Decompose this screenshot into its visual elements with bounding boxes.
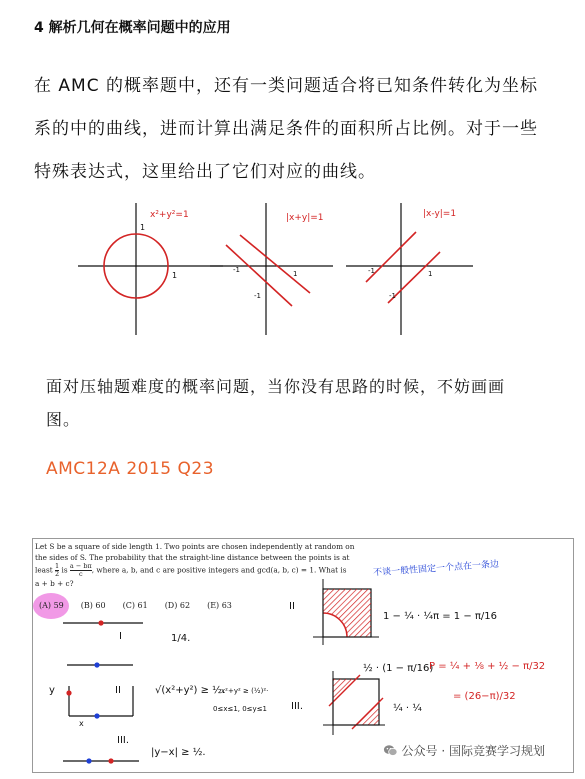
figure-abs-sum-tick-yneg: -1 (254, 292, 261, 300)
figure-abs-diff-tick-x: 1 (428, 270, 433, 278)
hw-side-note-1: x²+y² ≥ (½)²· (221, 687, 269, 695)
handwritten-diagrams (33, 539, 573, 772)
hw-side-note-2: 0≤x≤1, 0≤y≤1 (213, 705, 268, 713)
choice-c: (C) 61 (122, 601, 148, 610)
hw-roman-3: III. (117, 735, 130, 746)
problem-statement: Let S be a square of side length 1. Two points are chosen independently at random on the sides of S. The probability that the straight-line distance between the points is at least $\frac{1}{2}$ is $\frac{a - b\pi}{c}$ , where a, b, and c are positive integers and gcd(a, b, c) = 1. What is a + b + c? (35, 542, 355, 588)
figure-abs-sum-tick-xneg: -1 (233, 266, 240, 274)
curve-figures (78, 200, 498, 340)
hw-quarter-product: ¼ · ¼ (393, 703, 422, 714)
hw-probability-expr: P = ¼ + ⅛ + ½ − π/32 (429, 661, 546, 672)
figure-abs-sum-tick-x: 1 (293, 270, 298, 278)
figure-abs-diff-tick-yneg: -1 (389, 292, 396, 300)
solution-scan (32, 538, 574, 773)
problem-reference: AMC12A 2015 Q23 (46, 459, 215, 479)
fraction-half: $\frac{1}{2}$ (55, 562, 60, 578)
hw-expr-top: 1 − ¼ · ¼π = 1 − π/16 (383, 611, 497, 622)
figure-abs-diff-tick-xneg: -1 (368, 267, 375, 275)
fraction-answer: $\frac{a - b\pi}{c}$ (69, 562, 92, 578)
figure-abs-sum (210, 203, 333, 335)
hw-half-expr: ½ · (1 − π/16) (363, 663, 434, 674)
hw-roman-3-right: III. (291, 701, 304, 712)
hw-sqrt-expr: √(x²+y²) ≥ ½. (155, 685, 226, 696)
hw-result: = (26−π)/32 (453, 691, 516, 702)
figure-circle (78, 203, 223, 335)
hw-roman-1: I (119, 631, 122, 642)
wechat-icon (383, 743, 398, 758)
choice-a: (A) 59 (39, 601, 64, 610)
hw-roman-2: II (115, 685, 121, 696)
hw-y-label: y (49, 685, 55, 696)
figure-circle-tick-x: 1 (172, 271, 178, 280)
figure-abs-diff-equation: |x-y|=1 (423, 209, 457, 219)
hw-roman-2-right: II (289, 601, 295, 612)
handwritten-blue-note: 不谈一般性固定一个点在一条边 (372, 559, 500, 579)
hw-x-label: x (79, 719, 84, 728)
choice-e: (E) 63 (207, 601, 232, 610)
hw-quarter: 1/4. (171, 633, 191, 644)
watermark: 公众号 · 国际竞赛学习规划 (379, 741, 549, 760)
choice-b: (B) 60 (80, 601, 106, 610)
figure-circle-tick-y: 1 (140, 223, 146, 232)
intro-paragraph: 在 AMC 的概率题中，还有一类问题适合将已知条件转化为坐标系的中的曲线，进而计算出满足条件的面积所占比例。对于一些特殊表达式，这里给出了它们对应的曲线。 (34, 76, 538, 182)
figure-abs-diff (346, 203, 473, 335)
hint-paragraph: 面对压轴题难度的概率问题，当你没有思路的时候，不妨画画图。 (46, 377, 506, 429)
section-title: 4 解析几何在概率问题中的应用 (34, 20, 231, 36)
figure-circle-equation: x²+y²=1 (150, 210, 189, 220)
choice-d: (D) 62 (164, 601, 191, 610)
figure-abs-sum-equation: |x+y|=1 (286, 213, 324, 223)
hw-abs-expr: |y−x| ≥ ½. (151, 747, 206, 758)
